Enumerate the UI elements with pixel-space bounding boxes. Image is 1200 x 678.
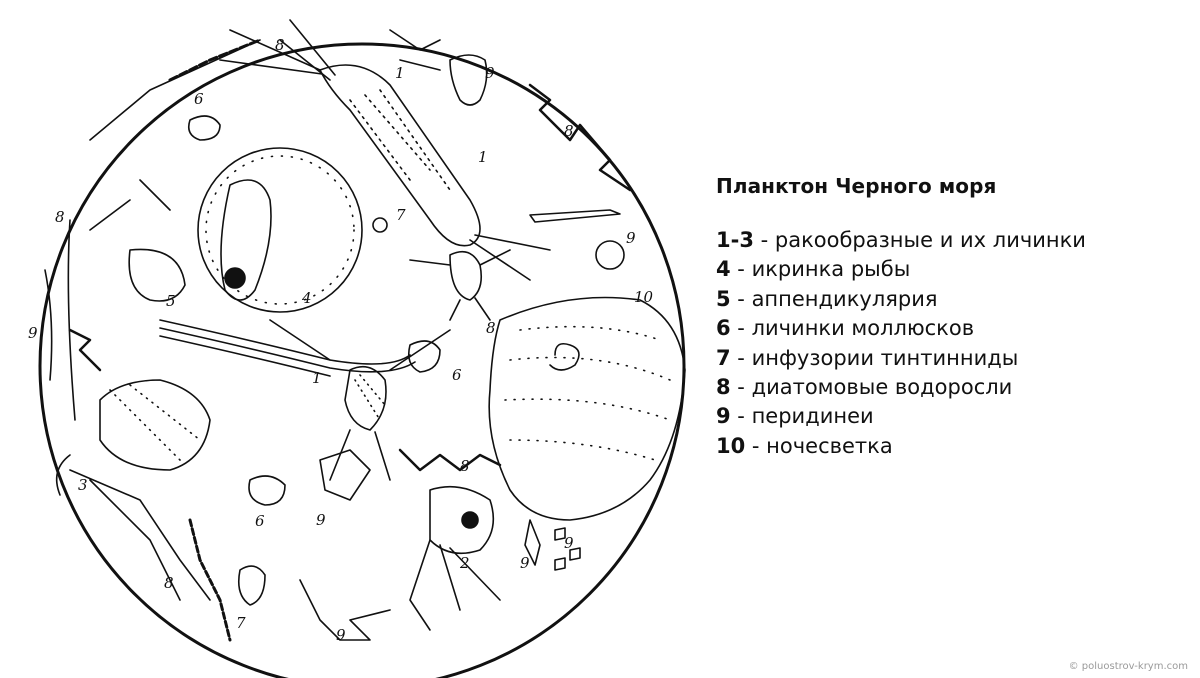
label-6c: 6: [255, 512, 265, 530]
legend-item: 1-3 - ракообразные и их личинки: [716, 228, 1086, 252]
label-3: 3: [78, 476, 88, 494]
legend-item-number: 9: [716, 404, 731, 429]
label-9d: 9: [316, 511, 326, 529]
appendicularian: [129, 249, 415, 376]
label-8e: 8: [460, 457, 470, 475]
diatom-chain-bottom: [190, 520, 230, 640]
fish-egg: [198, 148, 362, 312]
peridinian-long-left: [45, 220, 75, 420]
copepod-middle: [270, 320, 450, 480]
label-9g: 9: [336, 626, 346, 644]
plankton-illustration: [30, 0, 690, 678]
legend-item: 4 - икринка рыбы: [716, 257, 911, 282]
label-6a: 6: [194, 90, 204, 108]
label-9f: 9: [564, 534, 574, 552]
label-4: 4: [302, 289, 312, 307]
legend: [716, 174, 1186, 461]
legend-title: Планктон Черного моря: [716, 174, 997, 198]
diatom-chain-mid: [400, 450, 500, 470]
legend-item-text: аппендикулярия: [751, 286, 938, 311]
label-6b: 6: [452, 366, 462, 384]
legend-item: 10 - ночесветка: [716, 433, 893, 458]
legend-item: 5 - аппендикулярия: [716, 286, 938, 311]
label-2: 2: [460, 554, 470, 572]
legend-item-number: 7: [716, 345, 731, 370]
diatom-chain-left: [70, 330, 100, 370]
mollusk-larva-top: [189, 116, 220, 140]
mollusk-larva-mid: [409, 341, 440, 372]
legend-item: 8 - диатомовые водоросли: [716, 374, 1013, 399]
label-1a: 1: [395, 64, 405, 82]
legend-item-text: ночесветка: [766, 433, 893, 458]
legend-item-text: перидинеи: [751, 404, 874, 429]
legend-item: 6 - личинки моллюсков: [716, 316, 975, 341]
legend-list: [716, 226, 1186, 461]
label-8b: 8: [564, 122, 574, 140]
label-7b: 7: [236, 614, 246, 632]
label-10: 10: [634, 288, 654, 306]
source-credit: © poluostrov-krym.com: [1068, 661, 1188, 672]
label-9c: 9: [28, 324, 38, 342]
label-8a: 8: [275, 36, 285, 54]
label-5: 5: [166, 292, 176, 310]
mollusk-larva-bottom: [249, 476, 285, 505]
legend-item-number: 8: [716, 374, 731, 399]
noctiluca: [489, 298, 685, 521]
legend-item: 7 - инфузории тинтинниды: [716, 345, 1019, 370]
legend-item-number: 5: [716, 286, 731, 311]
label-9e: 9: [520, 554, 530, 572]
microscope-field-circle: [40, 44, 684, 678]
tintinnid-top: [373, 218, 387, 232]
legend-item-text: личинки моллюсков: [751, 316, 975, 341]
label-1c: 1: [312, 369, 322, 387]
label-7a: 7: [396, 206, 406, 224]
plume-left: [90, 40, 260, 230]
copepod-lower-right: [410, 487, 500, 630]
label-8f: 8: [164, 574, 174, 592]
tintinnid-bottom: [239, 566, 265, 605]
legend-item-text: ракообразные и их личинки: [774, 228, 1086, 252]
peridinian-round-right: [596, 241, 624, 269]
label-8d: 8: [486, 319, 496, 337]
legend-item-number: 6: [716, 316, 731, 341]
legend-item-text: инфузории тинтинниды: [751, 345, 1019, 370]
label-1b: 1: [478, 148, 488, 166]
legend-item-number: 4: [716, 257, 731, 282]
nauplius-right: [410, 250, 510, 320]
label-9a: 9: [485, 64, 495, 82]
legend-item-number: 1-3: [716, 228, 754, 252]
label-8c: 8: [55, 208, 65, 226]
peridinian-star-bottom: [320, 450, 370, 500]
label-9b: 9: [626, 229, 636, 247]
legend-item-text: икринка рыбы: [751, 257, 911, 282]
legend-item-number: 10: [716, 433, 746, 458]
legend-item: 9 - перидинеи: [716, 404, 874, 429]
peridinian-spindle: [530, 210, 620, 222]
legend-item-text: диатомовые водоросли: [751, 374, 1013, 399]
